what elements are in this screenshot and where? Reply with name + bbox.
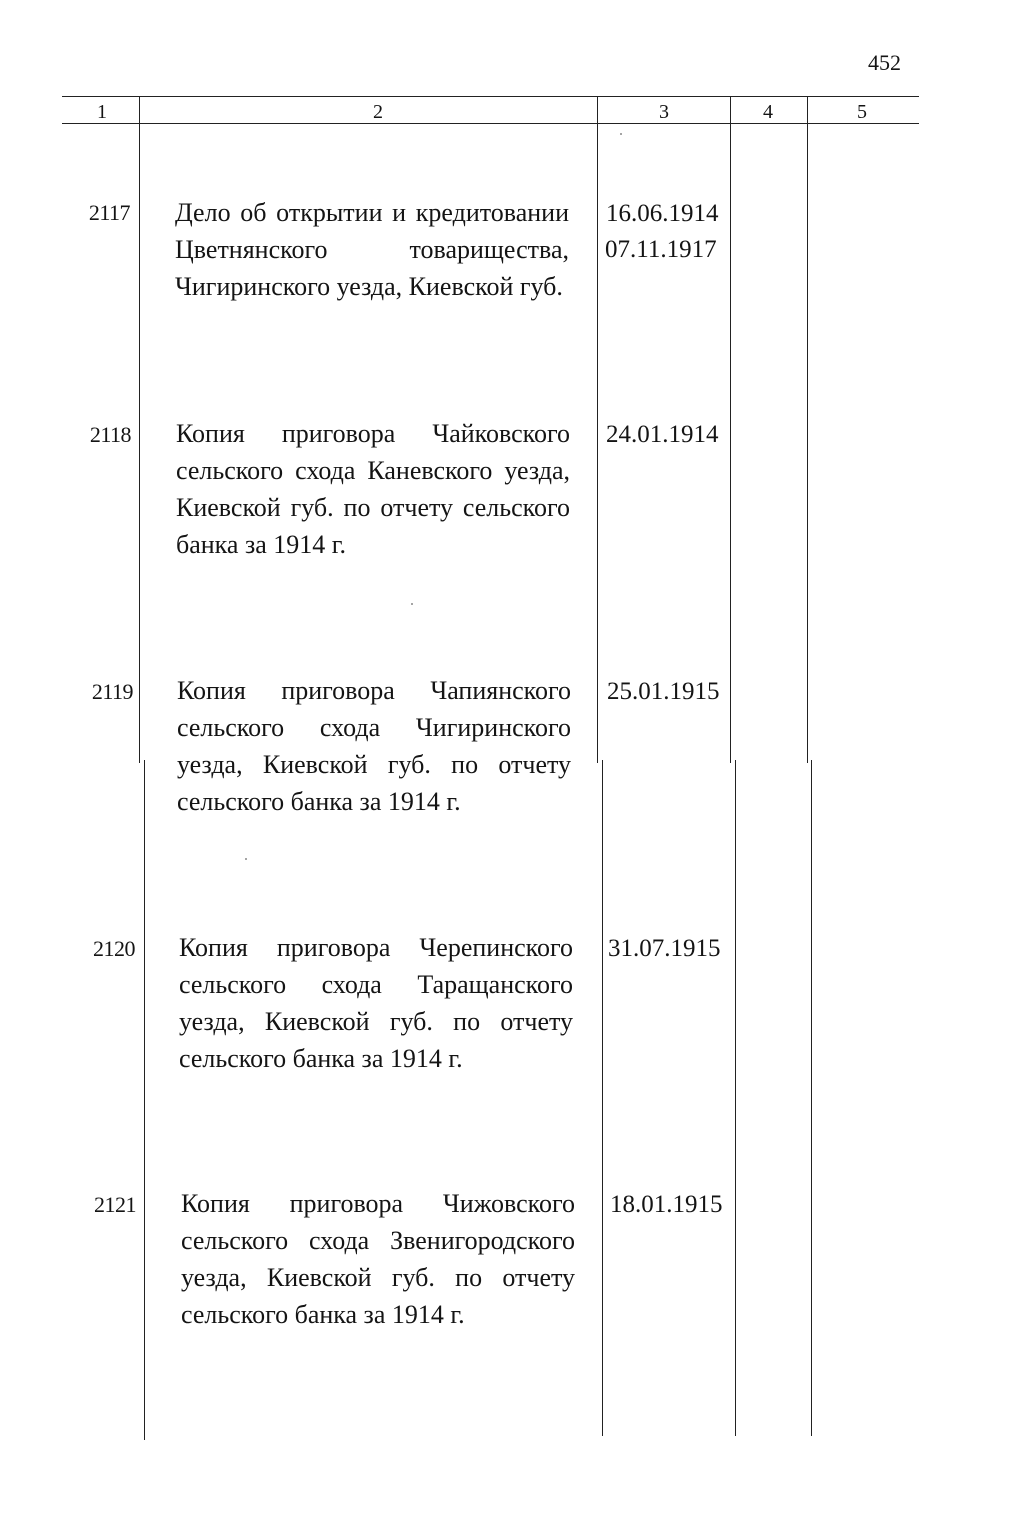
column-divider-1b [144, 760, 145, 1440]
row-description: Дело об открытии и кредитовании Цветнянского товарищества, Чигиринского уезда, Киевской губ. [175, 198, 569, 301]
column-divider-4 [807, 96, 808, 763]
row-description: Копия приговора Чапиянского сельского схода Чигиринского уезда, Киевской губ. по отчету сельского банка за 1914 г. [177, 676, 571, 816]
row-description: Копия приговора Чижовского сельского схода Звенигородского уезда, Киевской губ. по отчету сельского банка за 1914 г. [181, 1189, 575, 1329]
column-header-1: 1 [97, 101, 107, 123]
row-number: 2120 [93, 936, 135, 961]
row-date-start: 18.01.1915 [610, 1191, 723, 1218]
column-divider-2 [597, 96, 598, 763]
column-divider-1 [139, 96, 140, 763]
column-header-4: 4 [763, 101, 773, 123]
scan-speck [245, 858, 247, 860]
page-number: 452 [868, 50, 901, 75]
row-description: Копия приговора Черепинского сельского схода Таращанского уезда, Киевской губ. по отчету сельского банка за 1914 г. [179, 933, 573, 1073]
scan-speck [620, 133, 622, 135]
column-header-2: 2 [373, 101, 383, 123]
column-header-5: 5 [857, 101, 867, 123]
row-date-start: 31.07.1915 [608, 935, 721, 962]
row-date-start: 16.06.1914 [606, 200, 719, 227]
row-date-start: 24.01.1914 [606, 421, 719, 448]
row-number: 2117 [88, 200, 130, 225]
table-header-rule [62, 123, 919, 124]
table-top-rule [62, 96, 919, 97]
row-date-start: 25.01.1915 [607, 678, 720, 705]
row-number: 2119 [91, 679, 133, 704]
row-description: Копия приговора Чайковского сельского схода Каневского уезда, Киевской губ. по отчету сельского банка за 1914 г. [176, 419, 570, 559]
column-divider-2b [602, 760, 603, 1436]
column-divider-3 [730, 96, 731, 763]
row-number: 2121 [94, 1192, 136, 1217]
column-divider-3b [735, 760, 736, 1436]
row-date-end: 07.11.1917 [605, 236, 717, 263]
column-header-3: 3 [659, 101, 669, 123]
column-divider-4b [811, 760, 812, 1436]
scan-speck [411, 603, 413, 605]
row-number: 2118 [89, 422, 131, 447]
